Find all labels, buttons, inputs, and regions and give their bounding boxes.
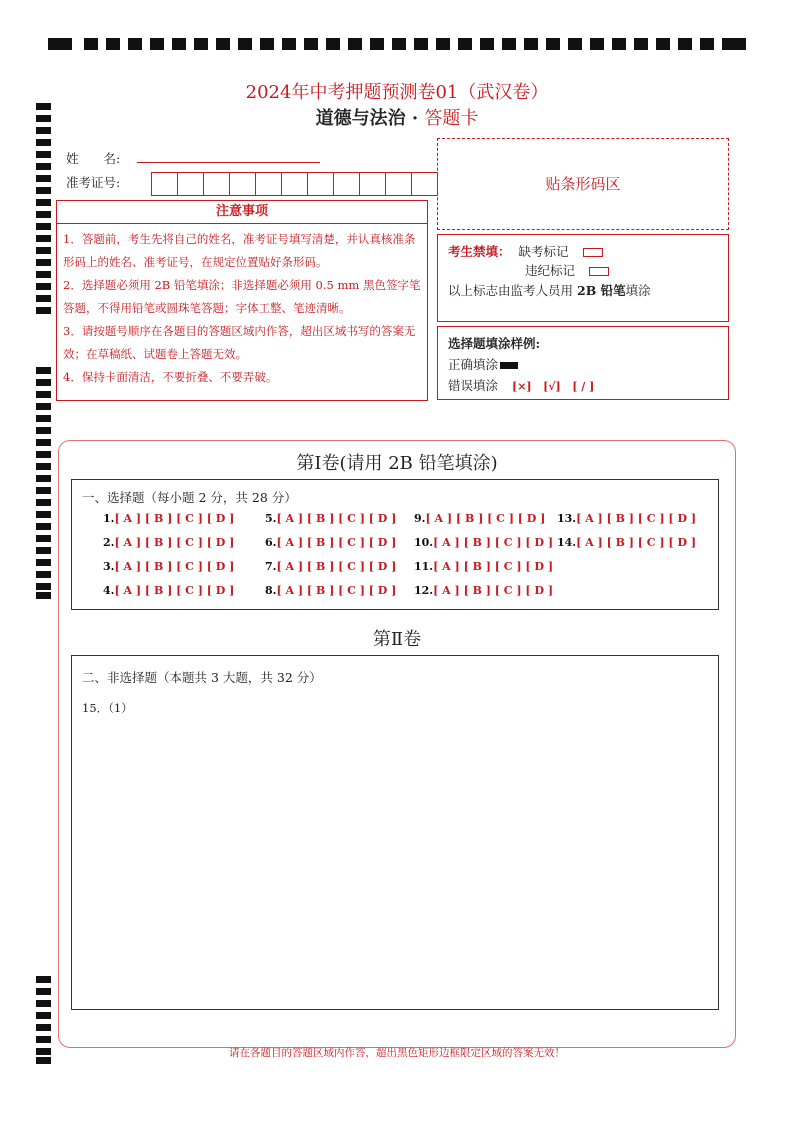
question-12[interactable]: 12.[ A ] [ B ] [ C ] [ D ] bbox=[414, 584, 554, 597]
name-label: 姓 名: bbox=[66, 151, 121, 166]
violation-label: 违纪标记 bbox=[525, 263, 576, 278]
question-1[interactable]: 1.[ A ] [ B ] [ C ] [ D ] bbox=[103, 512, 235, 525]
name-field[interactable] bbox=[137, 162, 320, 163]
question-13[interactable]: 13.[ A ] [ B ] [ C ] [ D ] bbox=[557, 512, 697, 525]
choice-section bbox=[71, 479, 719, 610]
forbidden-note-prefix: 以上标志由监考人员用 bbox=[448, 283, 574, 298]
question-6[interactable]: 6.[ A ] [ B ] [ C ] [ D ] bbox=[265, 536, 397, 549]
essay-section[interactable] bbox=[71, 655, 719, 1010]
violation-mark-box[interactable] bbox=[589, 267, 609, 276]
question-10[interactable]: 10.[ A ] [ B ] [ C ] [ D ] bbox=[414, 536, 554, 549]
exam-title: 2024年中考押题预测卷01（武汉卷） bbox=[245, 82, 549, 103]
question-14[interactable]: 14.[ A ] [ B ] [ C ] [ D ] bbox=[557, 536, 697, 549]
question-5[interactable]: 5.[ A ] [ B ] [ C ] [ D ] bbox=[265, 512, 397, 525]
notice-item-1: 1．答题前，考生先将自己的姓名，准考证号填写清楚，并认真核准条形码上的姓名、准考证号，在规定位置贴好条形码。 bbox=[63, 232, 416, 269]
question-11[interactable]: 11.[ A ] [ B ] [ C ] [ D ] bbox=[414, 560, 554, 573]
notice-item-2: 2．选择题必须用 2B 铅笔填涂；非选择题必须用 0.5 mm 黑色签字笔答题，不得用铅笔或圆珠笔答题；字体工整、笔迹清晰。 bbox=[63, 278, 421, 315]
barcode-area bbox=[437, 138, 729, 230]
forbidden-box bbox=[437, 234, 729, 322]
absent-label: 缺考标记 bbox=[518, 244, 569, 259]
question-8[interactable]: 8.[ A ] [ B ] [ C ] [ D ] bbox=[265, 584, 397, 597]
barcode-label: 贴条形码区 bbox=[545, 175, 621, 193]
card-label: 答题卡 bbox=[424, 108, 479, 129]
forbidden-note-pencil: 2B 铅笔 bbox=[577, 283, 626, 298]
wrong-fill-samples: [×] [√] [ / ] bbox=[512, 380, 595, 393]
question-7[interactable]: 7.[ A ] [ B ] [ C ] [ D ] bbox=[265, 560, 397, 573]
part1-title: 第Ⅰ卷(请用 2B 铅笔填涂) bbox=[296, 453, 498, 474]
notice-item-3: 3．请按题号顺序在各题目的答题区域内作答，超出区域书写的答案无效；在草稿纸、试题卷上答题无效。 bbox=[63, 324, 416, 361]
exam-id-label: 准考证号: bbox=[66, 175, 121, 190]
correct-fill-label: 正确填涂 bbox=[448, 357, 499, 372]
forbidden-label: 考生禁填： bbox=[448, 244, 511, 259]
notice-item-4: 4．保持卡面清洁，不要折叠、不要弄破。 bbox=[63, 370, 278, 384]
title-separator: · bbox=[411, 108, 419, 129]
wrong-fill-label: 错误填涂 bbox=[448, 378, 499, 393]
choice-section-heading: 一、选择题（每小题 2 分，共 28 分） bbox=[82, 490, 297, 505]
fill-example-heading: 选择题填涂样例: bbox=[448, 336, 541, 351]
fill-example-box bbox=[437, 326, 729, 400]
notice-heading: 注意事项 bbox=[57, 201, 427, 224]
essay-section-heading: 二、非选择题（本题共 3 大题，共 32 分） bbox=[82, 670, 322, 685]
exam-id-boxes[interactable] bbox=[152, 172, 438, 194]
question-3[interactable]: 3.[ A ] [ B ] [ C ] [ D ] bbox=[103, 560, 235, 573]
part2-title: 第Ⅱ卷 bbox=[372, 629, 422, 650]
subject-name: 道德与法治 bbox=[315, 108, 406, 129]
question-4[interactable]: 4.[ A ] [ B ] [ C ] [ D ] bbox=[103, 584, 235, 597]
footer-warning: 请在各题目的答题区域内作答，超出黑色矩形边框限定区域的答案无效！ bbox=[229, 1047, 565, 1059]
top-timing-marks bbox=[48, 38, 746, 50]
correct-fill-sample bbox=[500, 362, 518, 369]
subject-title bbox=[0, 104, 794, 130]
forbidden-note-suffix: 填涂 bbox=[625, 283, 651, 298]
question-15-label: 15．（1） bbox=[82, 701, 133, 715]
notice-box bbox=[56, 200, 428, 401]
absent-mark-box[interactable] bbox=[583, 248, 603, 257]
question-9[interactable]: 9.[ A ] [ B ] [ C ] [ D ] bbox=[414, 512, 546, 525]
question-2[interactable]: 2.[ A ] [ B ] [ C ] [ D ] bbox=[103, 536, 235, 549]
